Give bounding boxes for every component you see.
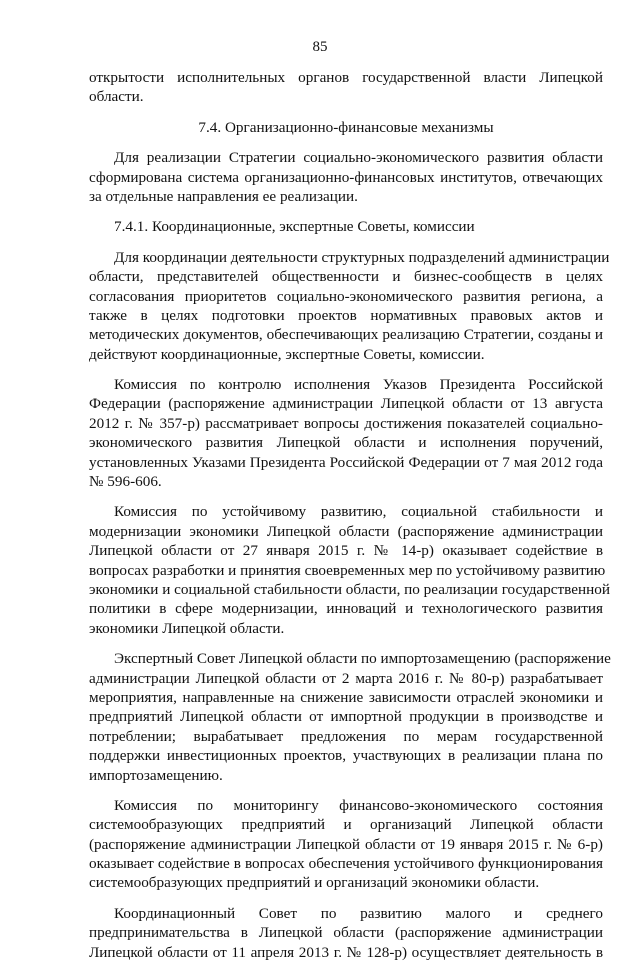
paragraph bbox=[89, 796, 603, 893]
text-line: 7.4. Организационно-финансовые механизмы bbox=[198, 118, 494, 136]
text-line: потреблении; вырабатывает предложения по мерам государственной bbox=[89, 727, 603, 745]
text-line: модернизации экономики Липецкой области (распоряжение администрации bbox=[89, 522, 603, 540]
paragraph bbox=[89, 148, 603, 206]
text-line: действуют координационные, экспертные Советы, комиссии. bbox=[89, 345, 485, 363]
text-line: мероприятия, направленные на снижение зависимости отраслей экономики и bbox=[89, 688, 603, 706]
section-heading bbox=[89, 118, 603, 137]
text-line: Координационный Совет по развитию малого и среднего bbox=[114, 904, 603, 922]
text-line: импортозамещению. bbox=[89, 766, 223, 784]
text-line: области. bbox=[89, 88, 144, 106]
text-line: Комиссия по мониторингу финансово-экономического состояния bbox=[114, 796, 603, 814]
text-line: Комиссия по устойчивому развитию, социальной стабильности и bbox=[114, 503, 603, 521]
text-line: согласования приоритетов социально-экономического развития региона, а bbox=[89, 287, 603, 305]
document-body bbox=[89, 68, 611, 973]
text-line: Липецкой области от 11 апреля 2013 г. № 128-р) осуществляет деятельность в bbox=[89, 943, 603, 961]
text-line: Липецкой области от 27 января 2015 г. № 14-р) оказывает содействие в bbox=[89, 542, 603, 560]
paragraph bbox=[89, 248, 610, 364]
text-line: установленных Указами Президента Российской Федерации от 7 мая 2012 года bbox=[89, 453, 603, 471]
paragraph bbox=[89, 375, 603, 491]
section-heading bbox=[89, 217, 603, 236]
text-line: Для координации деятельности структурных подразделений администрации bbox=[114, 248, 610, 266]
paragraph bbox=[89, 649, 611, 785]
text-line: политики в сфере модернизации, инноваций и технологического развития bbox=[89, 600, 603, 618]
text-line: Комиссия по контролю исполнения Указов Президента Российской bbox=[114, 376, 603, 394]
page-number: 85 bbox=[312, 39, 328, 55]
text-line: системообразующих предприятий и организаций Липецкой области bbox=[89, 816, 603, 834]
text-line: экономики и социальной стабильности области, по реализации государственной bbox=[89, 580, 610, 598]
text-line: (распоряжение администрации Липецкой области от 19 января 2015 г. № 6-р) bbox=[89, 835, 603, 853]
text-line: сформирована система организационно-финансовых институтов, отвечающих bbox=[89, 168, 603, 186]
text-line: методических документов, обеспечивающих реализацию Стратегии, созданы и bbox=[89, 326, 603, 344]
text-line: 2012 г. № 357-р) рассматривает вопросы достижения показателей социально- bbox=[89, 414, 603, 432]
paragraph bbox=[89, 68, 603, 107]
paragraph bbox=[89, 904, 603, 962]
text-line: за отдельные направления ее реализации. bbox=[89, 187, 358, 205]
text-line: экономического развития Липецкой области и исполнения поручений, bbox=[89, 434, 603, 452]
text-line: экономики Липецкой области. bbox=[89, 619, 285, 637]
text-line: оказывает содействие в вопросах обеспечения устойчивого функционирования bbox=[89, 855, 603, 873]
text-line: открытости исполнительных органов государственной власти Липецкой bbox=[89, 69, 603, 86]
text-line: системообразующих предприятий и организаций экономики области. bbox=[89, 874, 540, 892]
text-line: Для реализации Стратегии социально-экономического развития области bbox=[114, 149, 603, 167]
text-line: вопросах разработки и принятия своевременных мер по устойчивому развитию bbox=[89, 561, 606, 579]
text-line: администрации Липецкой области от 2 марта 2016 г. № 80-р) разрабатывает bbox=[89, 669, 603, 687]
text-line: области, представителей общественности и бизнес-сообществ в целях bbox=[89, 268, 603, 286]
text-line: Федерации (распоряжение администрации Липецкой области от 13 августа bbox=[89, 395, 603, 413]
text-line: Экспертный Совет Липецкой области по импортозамещению (распоряжение bbox=[114, 650, 611, 668]
text-line: 7.4.1. Координационные, экспертные Советы, комиссии bbox=[114, 218, 475, 236]
paragraph bbox=[89, 502, 610, 638]
text-line: предприятий Липецкой области от импортной продукции в производстве и bbox=[89, 708, 603, 726]
text-line: поддержки инвестиционных проектов, участвующих в реализации плана по bbox=[89, 747, 603, 765]
text-line: № 596-606. bbox=[89, 473, 162, 491]
text-line: предпринимательства в Липецкой области (распоряжение администрации bbox=[89, 924, 603, 942]
text-line: также в целях подготовки проектов нормативных правовых актов и bbox=[89, 306, 603, 324]
